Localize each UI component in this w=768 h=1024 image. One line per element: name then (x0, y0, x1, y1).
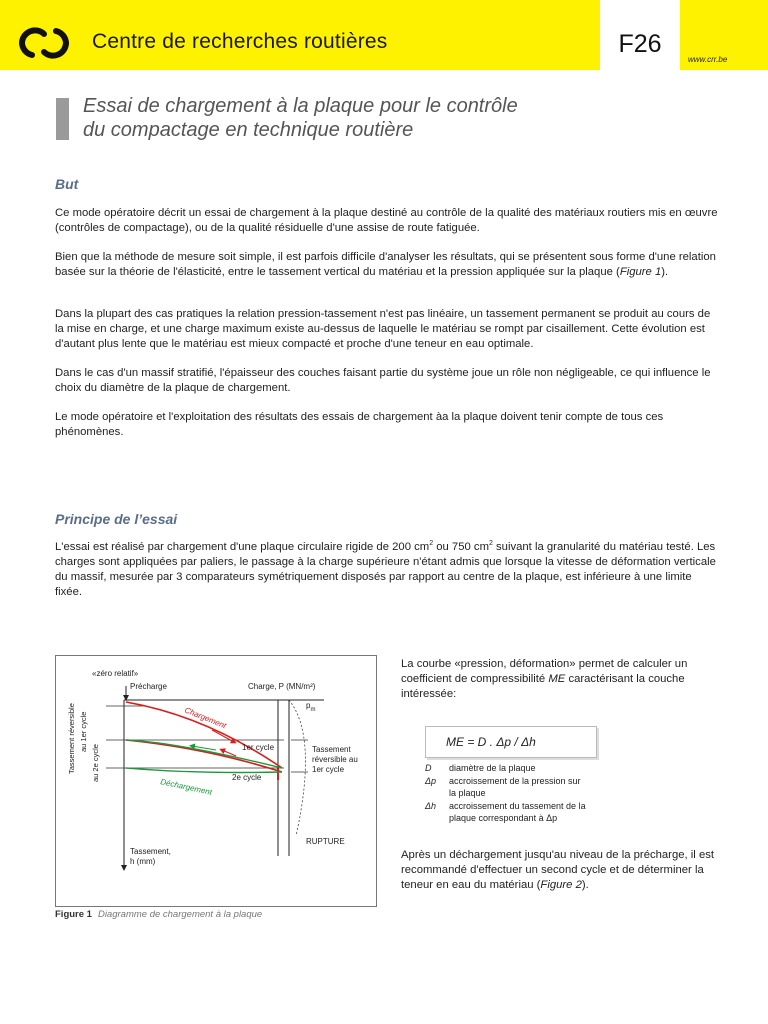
legend-row-dh (425, 800, 725, 824)
legend-text: accroissement du tassement de la plaque correspondant à Δp (449, 801, 586, 823)
pm-label (306, 701, 315, 713)
figure-1-diagram (55, 655, 377, 907)
figure-1-caption-label: Figure 1 (55, 909, 92, 920)
legend-text: diamètre de la plaque (449, 763, 536, 773)
me-symbol: ME (548, 673, 566, 685)
pm-sub: m (310, 707, 316, 713)
header-band (0, 0, 768, 70)
principe-text-c: suivant la granularité du matériau testé. Les charges sont appliquées par paliers, le passage à la charge supérieure n'étant admis que lorsque la vitesse de déformation verticale du massif, mesurée par 3 comparateurs symétriquement disposés par rapport au centre de la plaque, est inférieure à une limite fixée. (55, 541, 716, 598)
legend-symbol: Δp (425, 776, 437, 786)
section-heading-principe: Principe de l’essai (55, 511, 178, 527)
title-line-1: Essai de chargement à la plaque pour le contrôle (83, 95, 518, 117)
figure-1-reference: Figure 1 (619, 266, 662, 278)
y-label-reversible: Tassement réversible (67, 703, 76, 774)
legend-text: accroissement de la pression sur la plaque (449, 776, 581, 798)
title-line-2: du compactage en technique routière (83, 119, 414, 141)
zero-relatif-label: «zéro relatif» (92, 669, 139, 678)
right-paragraph-2 (401, 848, 721, 893)
y-label-cycle-2: au 2e cycle (91, 744, 100, 782)
right-p2-text-b: ). (581, 879, 589, 891)
but-paragraph-4: Dans le cas d'un massif stratifié, l'épaisseur des couches faisant partie du système joue un rôle non négligeable, ce qui influence le choix du diamètre de la plaque de chargement. (55, 367, 711, 394)
legend-symbol: D (425, 763, 432, 773)
formula-legend (425, 762, 725, 825)
document-code: F26 (618, 30, 662, 58)
but-paragraph-5: Le mode opératoire et l'exploitation des résultats des essais de chargement àa la plaque doivent tenir compte de tous ces phénomènes. (55, 411, 664, 438)
tassement-rev-line-1: Tassement (312, 745, 351, 754)
principe-text-a: L'essai est réalisé par chargement d'une plaque circulaire rigide de 200 cm (55, 541, 430, 553)
website-link[interactable]: www.crr.be (688, 55, 728, 64)
formula-box (425, 726, 597, 758)
rupture-curve (289, 700, 305, 836)
tassement-axis-line-2: h (mm) (130, 857, 156, 866)
tassement-axis-line-1: Tassement, (130, 847, 171, 856)
figure-2-reference: Figure 2 (540, 879, 582, 891)
cycle-2-label: 2e cycle (232, 773, 262, 782)
but-paragraph-1: Ce mode opératoire décrit un essai de chargement à la plaque destiné au contrôle de la qualité des matériaux routiers mis en œuvre (contrôles de compactage), ou de la qualité résiduelle d'une assise de route fatiguée. (55, 207, 718, 234)
legend-symbol: Δh (425, 801, 437, 811)
me-formula: ME = D . Δp / Δh (446, 735, 536, 749)
precharge-label: Précharge (130, 682, 167, 691)
right-p1-text-a: La courbe «pression, déformation» permet de calculer un coefficient de compressibilité (401, 658, 688, 685)
principe-sup-1: 2 (429, 540, 434, 548)
loading-diagram-svg (56, 656, 376, 906)
rupture-label: RUPTURE (306, 837, 345, 846)
dechargement-label: Déchargement (159, 777, 213, 797)
page-title (83, 94, 723, 142)
but-p2-text-a: Bien que la méthode de mesure soit simple, il est parfois difficile d'analyser les résultats, qui se présentent sous forme d'une relation basée sur la théorie de l'élasticité, entre le tassement vertical du matériau et la pression appliquée sur la plaque ( (55, 251, 716, 278)
principe-sup-2: 2 (488, 540, 493, 548)
right-p1-text-b: caractérisant la couche intéressée: (401, 673, 685, 700)
unloading-curve-2 (126, 768, 282, 773)
legend-row-d (425, 762, 725, 774)
crr-logo-icon (18, 26, 70, 60)
but-paragraph-2 (55, 250, 720, 280)
tassement-rev-line-3: 1er cycle (312, 765, 345, 774)
y-label-cycle-1: au 1er cycle (79, 711, 88, 752)
document-code-box (600, 0, 680, 70)
figure-1-caption (55, 909, 262, 920)
organization-name: Centre de recherches routières (92, 30, 388, 53)
principe-paragraph (55, 540, 720, 600)
principe-text-b: ou 750 cm (433, 541, 489, 553)
tassement-rev-line-2: réversible au (312, 755, 358, 764)
but-paragraph-3: Dans la plupart des cas pratiques la relation pression-tassement n'est pas linéaire, un tassement permanent se produit au cours de la mise en charge, et une charge maximum existe au-dessus de laquelle le matériau se rompt par cisaillement. Cette évolution est d'autant plus lente que le matériau est mieux compacté et proche d'une teneur en eau optimale. (55, 308, 711, 350)
legend-row-dp (425, 775, 725, 799)
chargement-label: Chargement (183, 705, 228, 731)
section-heading-but: But (55, 176, 79, 192)
charge-axis-label: Charge, P (MN/m²) (248, 682, 316, 691)
right-p2-text-a: Après un déchargement jusqu'au niveau de la précharge, il est recommandé d'effectuer un second cycle et de déterminer la teneur en eau du matériau ( (401, 849, 715, 891)
cycle-1-label: 1er cycle (242, 743, 275, 752)
right-paragraph-1 (401, 657, 721, 702)
figure-1-caption-text: Diagramme de chargement à la plaque (97, 909, 263, 920)
but-p2-text-b: ). (661, 266, 669, 278)
pm-p: p (306, 701, 311, 710)
title-accent-bar (56, 98, 69, 140)
